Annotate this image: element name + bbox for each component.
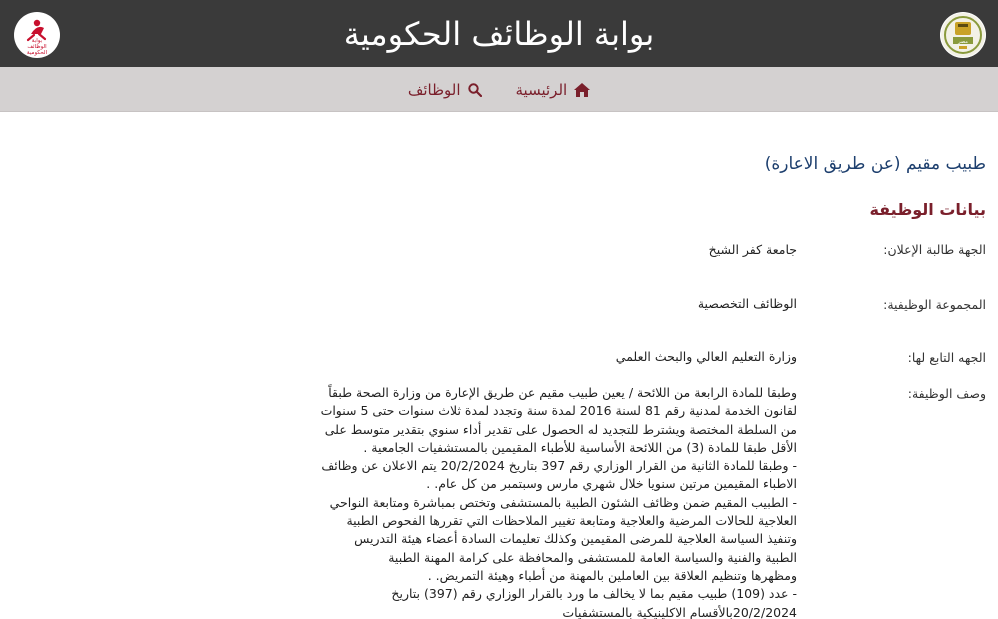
- job-description: [307, 384, 797, 619]
- field-label-description: وصف الوظيفة:: [907, 386, 986, 401]
- svg-text:الحكومية: الحكومية: [26, 50, 48, 56]
- description-line: من السلطة المختصة ويشترط للتجديد له الحصول على تقدير أداء سنوي بتقدير متوسط على: [324, 421, 797, 437]
- home-icon: [574, 83, 590, 97]
- description-line: 20/2/2024بالأقسام الاكلينيكية بالمستشفيات: [562, 604, 797, 619]
- field-label-requesting-entity: الجهة طالبة الإعلان:: [883, 242, 986, 257]
- description-line: وتنفيذ السياسة العلاجية للمرضى المقيمين وكذلك تعليمات السادة أعضاء هيئة التدريس: [354, 531, 797, 547]
- field-label-job-group: المجموعة الوظيفية:: [883, 297, 986, 312]
- field-label-parent-entity: الجهه التابع لها:: [907, 350, 986, 365]
- description-line: وطبقا للمادة الرابعة من اللائحة / يعين طبيب مقيم عن طريق الإعارة من وزارة الصحة طبقاً: [328, 385, 797, 400]
- description-line: - وطبقا للمادة الثانية من القرار الوزاري رقم 397 بتاريخ 20/2/2024 يتم الاعلان عن وظائف: [321, 458, 797, 474]
- search-icon: [468, 83, 482, 97]
- nav-home-link[interactable]: [516, 81, 591, 99]
- eagle-emblem-icon: [940, 12, 986, 58]
- svg-text:بوابة: بوابة: [31, 38, 43, 44]
- description-line: العلاجية للحالات المرضية والعلاجية ومتابعة تغيير الملاحظات التي تقررها الفحوص الطبية: [346, 513, 797, 529]
- main-navbar: [0, 67, 998, 112]
- field-value-requesting-entity: جامعة كفر الشيخ: [708, 242, 797, 257]
- nav-jobs-link[interactable]: [408, 81, 482, 99]
- job-details: [0, 112, 998, 619]
- government-emblem[interactable]: [940, 12, 986, 58]
- description-line: الأقل طبقا للمادة (3) من اللائحة الأساسية للأطباء المقيمين بالمستشفيات الجامعية .: [363, 439, 797, 455]
- field-value-job-group: الوظائف التخصصية: [697, 296, 797, 311]
- nav-home-label: الرئيسية: [515, 80, 568, 99]
- description-line: الاطباء المقيمين مرتين سنويا خلال شهري مارس وسبتمبر من كل عام. .: [426, 476, 797, 492]
- site-header: [0, 0, 998, 67]
- field-value-parent-entity: وزارة التعليم العالي والبحث العلمي: [615, 349, 797, 364]
- svg-text:الوظائف: الوظائف: [27, 44, 47, 50]
- description-line: لقانون الخدمة لمدنية رقم 81 لسنة 2016 لمدة سنة وتجدد لمدة ثلاث سنوات حتى 5 سنوات: [320, 403, 797, 419]
- nav-jobs-label: الوظائف: [407, 80, 461, 99]
- section-heading: بيانات الوظيفة: [869, 200, 986, 219]
- description-line: الطبية والفنية والسياسة العامة للمستشفى والمحافظة على كرامة المهنة الطبية: [388, 549, 797, 565]
- description-line: - عدد (109) طبيب مقيم بما لا يخالف ما ورد بالقرار الوزاري رقم (397) بتاريخ: [391, 586, 797, 602]
- description-line: - الطبيب المقيم ضمن وظائف الشئون الطبية بالمستشفى وتختص بمباشرة ومتابعة النواحي: [329, 494, 797, 510]
- job-title: طبيب مقيم (عن طريق الاعارة): [764, 154, 986, 174]
- description-line: ومظهرها وتنظيم العلاقة بين العاملين بالمهنة من أطباء وهيئة التمريض. .: [427, 567, 797, 583]
- site-title: بوابة الوظائف الحكومية: [343, 15, 655, 53]
- svg-text:مصر: مصر: [958, 39, 968, 45]
